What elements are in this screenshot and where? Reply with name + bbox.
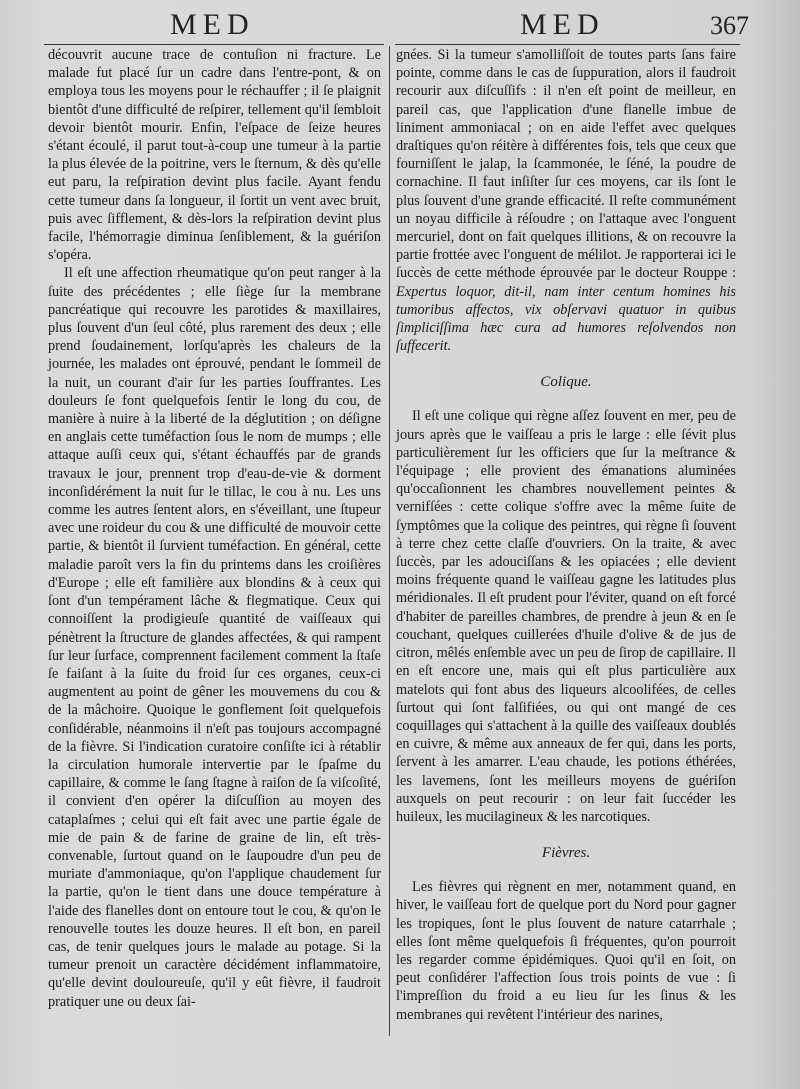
- paragraph: découvrit aucune trace de contuſion ni fracture. Le malade fut placé ſur un cadre dans l'entre-pont, & on employa tous les moyens pour le réchauffer ; il ſe plaignit bientôt d'une difficulté de reſpirer, tellement qu'il ſembloit devoir bientôt mourir. Enfin, l'eſpace de ſeize heures s'étant écoulé, il parut tout-à-coup une tumeur à la partie la plus élevée de la poitrine, vers le ſternum, & dès qu'elle eut paru, la reſpiration devint plus facile. Ayant fendu cette tumeur dans ſa longueur, il ſortit un vent avec bruit, puis avec ſifflement, & dès-lors la reſpiration devint plus facile, l'hémorragie diminua ſenſiblement, & la guériſon s'opéra.: [48, 47, 381, 264]
- header-rule-left: [44, 44, 384, 45]
- header-word-right: MED: [520, 8, 605, 41]
- column-divider: [389, 46, 390, 1036]
- paragraph-text: gnées. Si la tumeur s'amolliſſoit de toutes parts ſans faire pointe, comme dans le cas de ſuppuration, alors il faudroit recourir aux diſcuſſifs : il n'en eſt point de meilleur, en pareil cas, que l'application d'une flanelle imbue de liniment ammoniacal ; on en aide l'effet avec quelques draſtiques qu'on réitère à différentes fois, tels que ceux que fourniſſent le jalap, la ſcammonée, le ſéné, la poudre de cornachine. Il faut inſiſter ſur ces moyens, car ils ſont le plus ſouvent d'une grande efficacité. Il reſte communément un noyau difficile à réſoudre ; on l'attaque avec l'onguent mercuriel, dont on fait quelques illitions, & on recouvre la partie frottée avec l'onguent de mélilot. Je rapporterai ici le ſuccès de cette méthode éprouvée par le docteur Rouppe :: [396, 47, 736, 282]
- header-word-left: MED: [170, 8, 255, 41]
- page-number: 367: [710, 11, 749, 40]
- section-heading-colique: Colique.: [540, 374, 592, 391]
- section-heading-fievres: Fièvres.: [541, 845, 591, 862]
- paragraph: Il eſt une colique qui règne aſſez ſouvent en mer, peu de jours après que le vaiſſeau a pris le large : elle ſévit plus particulièrement ſur les officiers que ſur la meſtrance & l'équipage ; elle provient des émanations aluminées qu'occaſionnent les chambres nouvellement peintes & vernifſées : cette colique s'offre avec la même ſuite de ſymptômes que la colique des peintres, qui règne ſi ſouvent à terre chez cette claſſe d'ouvriers. On la traite, & avec ſuccès, par les adouciſſans & les opiacées ; elle devient moins fréquente quand le vaiſſeau gagne les latitudes plus méridionales. Il eſt prudent pour l'éviter, quand on eſt forcé d'habiter de pareilles chambres, de prendre à jeun & en ſe couchant, quelques cuillerées d'huile d'olive & de jus de citron, mêlés enſemble avec un peu de ſirop de capillaire. Il en eſt encore une, mais qui eſt plus particulière aux matelots qui font abus des liqueurs alcoolifées, de celles ſurtout qui ſont falſifiées, ou qui ont mangé de ces coquillages qui s'attachent à la quille des vaiſſeaux doublés en cuivre, & même aux anneaux de fer qui, dans les ports, ſervent à les amarrer. L'eau chaude, les potions éthérées, les lavemens, ſont les meilleurs moyens de guériſon auxquels on peut recourir : on leur fait ſuccéder les huileux, les mucilagineux & les narcotiques.: [396, 408, 736, 825]
- paragraph: Les fièvres qui règnent en mer, notamment quand, en hiver, le vaiſſeau fort de quelque port du Nord pour gagner les tropiques, ſont le plus ſouvent de nature catarrhale ; elles ſont même quelquefois ſi fréquentes, qu'on pourroit les regarder comme épidémiques. Quoi qu'il en ſoit, on peut conſidérer l'affection ſous trois points de vue : ſi l'impreſſion du froid a eu lieu ſur les ſinus & les membranes qui revêtent l'intérieur des narines,: [396, 879, 736, 1023]
- header-rule-right: [395, 44, 740, 45]
- latin-quote: Expertus loquor, dit-il, nam inter centum homines his tumoribus affectos, vix obſervavi quatuor in quibus ſimpliciſſima hæc cura ad humores reſolvendos non ſuffecerit.: [396, 283, 736, 355]
- paragraph: Il eſt une affection rheumatique qu'on peut ranger à la ſuite des précédentes ; elle ſiège ſur la membrane pancréatique qui recouvre les parotides & maxillaires, plus ſouvent d'un ſeul côté, plus rarement des deux ; elle prend ſoudainement, lorſqu'après les chaleurs de la journée, les malades ont éprouvé, pendant le ſommeil de la nuit, un courant d'air ſur les parties ſouffrantes. Les douleurs ſe font quelquefois ſentir le long du cou, de manière à nuire à la liberté de la déglutition ; on déſigne en anglais cette tuméfaction ſous le nom de mumps ; elle attaque auſſi ceux qui, s'étant échauffés par de grands travaux le jour, prennent trop d'eau-de-vie & dorment inconſidérément la nuit ſur le tillac, le cou à nu. Les uns comme les autres ſentent alors, en s'éveillant, une ſtupeur avec une roideur du cou & une difficulté de mouvoir cette partie, & bientôt il ſurvient tuméfaction. En général, cette maladie paroît vers la fin du printems dans les croiſières d'Europe ; elle eſt familière aux blondins & à ceux qui ſont d'un tempérament lâche & flegmatique. Ceux qui connoiſſent la prodigieuſe quantité de vaiſſeaux qui pénètrent la ſtructure de glandes affectées, & qui rampent ſur leur ſurface, comprennent facilement comment la ſtaſe ſe faiſant à la ſuite du froid ſur ces organes, ceux-ci augmentent au point de gêner les mouvemens du cou & de la mâchoire. Quoique le gonflement ſoit quelquefois conſidérable, néanmoins il n'eſt pas toujours accompagné de la fièvre. Si l'indication curatoire conſiſte ici à rétablir la circulation humorale intervertie par le ſpaſme du capillaire, & comme le ſang ſtagne à raiſon de ſa viſcoſité, il convient d'en opérer la diſcuſſion au moyen des cataplaſmes ; celui qui eſt fait avec une partie égale de mie de pain & de farine de graine de lin, eſt très-convenable, ſurtout quand on le ſaupoudre d'un peu de muriate d'ammoniaque, qu'on l'applique chaudement ſur la partie, qu'on le tient dans une douce température à l'aide des flanelles dont on entoure tout le cou, & qu'on le renouvelle toutes les douze heures. Il eſt bon, en pareil cas, de tenir quelques jours le malade au potage. Si la tumeur prenoit un caractère décidément inflammatoire, qu'elle devint douloureuſe, qu'il y eût fièvre, il faudroit pratiquer une ou deux ſai-: [48, 265, 381, 1010]
- paragraph: [396, 46, 736, 355]
- left-column: [48, 46, 381, 1011]
- running-header: [0, 0, 800, 40]
- right-column: [396, 46, 736, 1024]
